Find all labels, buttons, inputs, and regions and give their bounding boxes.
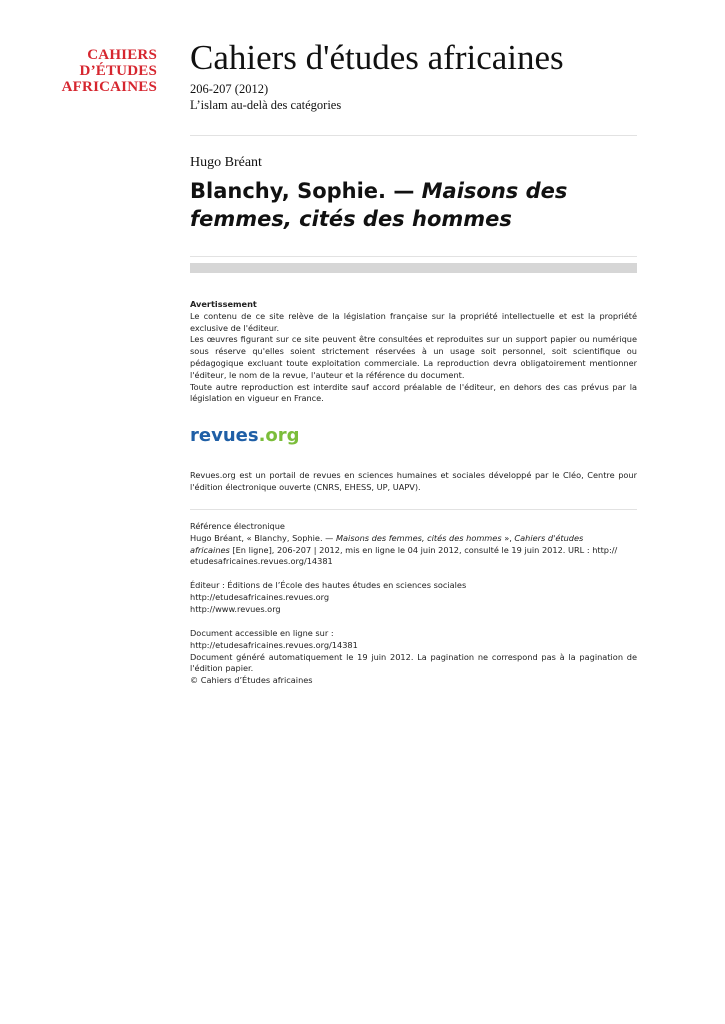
document-info — [190, 628, 637, 687]
legal-notice — [190, 299, 637, 405]
reference-journal-title: Cahiers d'études — [514, 532, 584, 543]
notice-paragraph-2: Les œuvres figurant sur ce site peuvent être consultées et reproduites sur un support papier ou numérique sous réserve qu'elles soient strictement réservées à un usage soit personnel, soit scientifique ou pédagogique excluant toute exploitation commerciale. La reproduction devra obligatoirement mentionner l'éditeur, le nom de la revue, l'auteur et la référence du document. — [190, 334, 637, 380]
grey-bar — [190, 263, 637, 273]
portal-description: Revues.org est un portail de revues en sciences humaines et sociales développé par le Cléo, Centre pour l'édition électronique ouverte (CNRS, EHESS, UP, UAPV). — [190, 470, 637, 492]
article-title-plain: Blanchy, Sophie. — — [190, 179, 422, 203]
divider — [190, 509, 637, 510]
document-url[interactable]: http://etudesafricaines.revues.org/14381 — [190, 639, 358, 650]
reference-url[interactable]: etudesafricaines.revues.org/14381 — [190, 556, 333, 567]
logo-line-3: AFRICAINES — [61, 79, 157, 95]
reference-line-2 — [190, 545, 637, 557]
publisher-revues-link[interactable]: http://www.revues.org — [190, 603, 281, 614]
reference-journal-title: africaines — [190, 544, 230, 555]
issue-info — [190, 81, 341, 113]
article-title — [190, 177, 637, 233]
revues-logo-part1: revues — [190, 425, 259, 446]
revues-logo-dot: . — [258, 425, 266, 446]
issue-number: 206-207 (2012) — [190, 82, 269, 96]
copyright: © Cahiers d’Études africaines — [190, 675, 313, 686]
divider — [190, 256, 637, 257]
notice-paragraph-1: Le contenu de ce site relève de la législation française sur la propriété intellectuelle et est la propriété exclusive de l'éditeur. — [190, 310, 637, 333]
logo-line-1: CAHIERS — [87, 47, 157, 63]
issue-theme: L’islam au-delà des catégories — [190, 98, 342, 112]
journal-title: Cahiers d'études africaines — [190, 38, 564, 77]
journal-logo — [51, 47, 157, 95]
reference-article-title: Maisons des femmes, cités des hommes — [335, 532, 502, 543]
article-title-italic: Maisons des femmes, cités des hommes — [190, 179, 568, 231]
reference-line-1 — [190, 533, 637, 545]
reference-text: », — [501, 532, 515, 543]
electronic-reference — [190, 521, 637, 568]
document-generated-note: Document généré automatiquement le 19 juin 2012. La pagination ne correspond pas à la pagination de l'édition papier. — [190, 651, 637, 674]
reference-text: Hugo Bréant, « Blanchy, Sophie. — — [190, 532, 336, 543]
reference-text: [En ligne], 206-207 | 2012, mis en ligne le 04 juin 2012, consulté le 19 juin 2012. URL : http:// — [229, 544, 618, 555]
publisher-journal-link[interactable]: http://etudesafricaines.revues.org — [190, 591, 330, 602]
publisher-line: Éditeur : Éditions de l’École des hautes études en sciences sociales — [190, 580, 467, 590]
reference-heading: Référence électronique — [190, 521, 285, 531]
logo-line-2: D’ÉTUDES — [79, 63, 157, 79]
revues-logo[interactable] — [190, 424, 300, 448]
notice-heading: Avertissement — [190, 299, 257, 309]
revues-logo-part2: org — [265, 425, 300, 446]
divider — [190, 135, 637, 136]
notice-paragraph-3: Toute autre reproduction est interdite sauf accord préalable de l'éditeur, en dehors des cas prévus par la législation en vigueur en France. — [190, 381, 637, 404]
document-online-label: Document accessible en ligne sur : — [190, 628, 334, 638]
publisher-info — [190, 580, 637, 615]
article-author: Hugo Bréant — [190, 155, 262, 170]
